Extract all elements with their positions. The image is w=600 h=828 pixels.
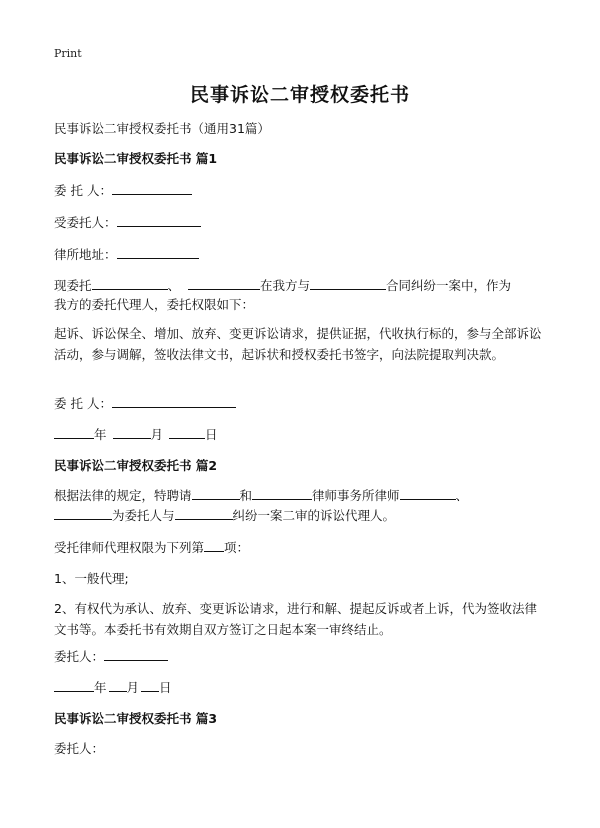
scope-text-b: 项： — [224, 540, 250, 555]
firm-address-blank — [117, 245, 199, 259]
scope-blank — [204, 538, 224, 552]
hire-text-a: 根据法律的规定，特聘请 — [54, 488, 192, 503]
sign-blank-1 — [112, 394, 236, 408]
entrust-text-d: 合同纠纷一案中，作为 — [386, 278, 512, 293]
firm-address-line — [54, 244, 554, 265]
entrust-text-b: 、 — [167, 278, 181, 293]
hire-text-c: 律师事务所律师 — [312, 488, 400, 503]
year-blank-1 — [54, 425, 94, 439]
sign-blank-2 — [104, 647, 168, 661]
firm-address-label: 律所地址： — [54, 247, 117, 262]
sign-line-1 — [54, 393, 554, 414]
powers-paragraph: 起诉、诉讼保全、增加、放弃、变更诉讼请求，提供证据，代收执行标的，参与全部诉讼活动，参与调解，签收法律文书，起诉状和授权委托书签字，向法院提取判决款。 — [54, 326, 542, 362]
sign-label-1: 委 托 人： — [54, 396, 112, 411]
principal-blank — [112, 181, 192, 195]
agent-line — [54, 212, 554, 233]
hire-text-f: 纠纷一案二审的诉讼代理人。 — [232, 508, 396, 523]
entrust-blank-2 — [188, 276, 260, 290]
year-label-2: 年 — [94, 680, 107, 695]
scope-line — [54, 537, 554, 558]
hire-blank-5 — [175, 506, 233, 520]
month-blank-2 — [109, 678, 127, 692]
scope-item-2: 2、有权代为承认、放弃、变更诉讼请求，进行和解、提起反诉或者上诉，代为签收法律文书等。本委托书有效期自双方签订之日起本案一审终结止。 — [54, 601, 537, 637]
hire-blank-1 — [192, 486, 240, 500]
hire-paragraph-line-2 — [54, 505, 554, 526]
agent-blank — [117, 213, 201, 227]
hire-text-b: 和 — [239, 488, 253, 503]
entrust-paragraph-line-2: 我方的委托代理人，委托权限如下： — [54, 297, 255, 312]
scope-text-a: 受托律师代理权限为下列第 — [54, 540, 205, 555]
print-link[interactable]: Print — [54, 47, 82, 60]
document-title: 民事诉讼二审授权委托书 — [189, 84, 410, 106]
entrust-blank-1 — [92, 276, 168, 290]
entrust-text-a: 现委托 — [54, 278, 92, 293]
scope-item-1: 1、一般代理; — [54, 571, 129, 586]
sign-line-2 — [54, 646, 554, 667]
section-2-heading: 民事诉讼二审授权委托书 篇2 — [54, 458, 218, 473]
month-label-1: 月 — [150, 427, 164, 442]
hire-blank-4 — [54, 506, 112, 520]
hire-blank-2 — [252, 486, 312, 500]
entrust-text-c: 在我方与 — [260, 278, 311, 293]
day-label-2: 日 — [159, 680, 172, 695]
hire-text-e: 为委托人与 — [112, 508, 175, 523]
section-1-heading: 民事诉讼二审授权委托书 篇1 — [54, 151, 218, 166]
hire-paragraph-line-1 — [54, 485, 554, 506]
day-label-1: 日 — [205, 427, 218, 442]
entrust-blank-3 — [310, 276, 386, 290]
section-3-heading: 民事诉讼二审授权委托书 篇3 — [54, 711, 218, 726]
month-label-2: 月 — [126, 680, 140, 695]
day-blank-2 — [141, 678, 159, 692]
principal-line-3: 委托人： — [54, 741, 105, 756]
month-blank-1 — [113, 425, 151, 439]
document-subtitle: 民事诉讼二审授权委托书（通用31篇） — [54, 121, 270, 136]
date-line-1 — [54, 424, 554, 445]
principal-line — [54, 180, 554, 201]
year-label-1: 年 — [94, 427, 107, 442]
day-blank-1 — [169, 425, 205, 439]
agent-label: 受委托人： — [54, 215, 117, 230]
hire-text-d: 、 — [455, 488, 469, 503]
year-blank-2 — [54, 678, 94, 692]
sign-label-2: 委托人： — [54, 649, 105, 664]
date-line-2 — [54, 677, 554, 698]
principal-label: 委 托 人： — [54, 183, 112, 198]
hire-blank-3 — [400, 486, 456, 500]
entrust-paragraph-line-1 — [54, 275, 554, 296]
